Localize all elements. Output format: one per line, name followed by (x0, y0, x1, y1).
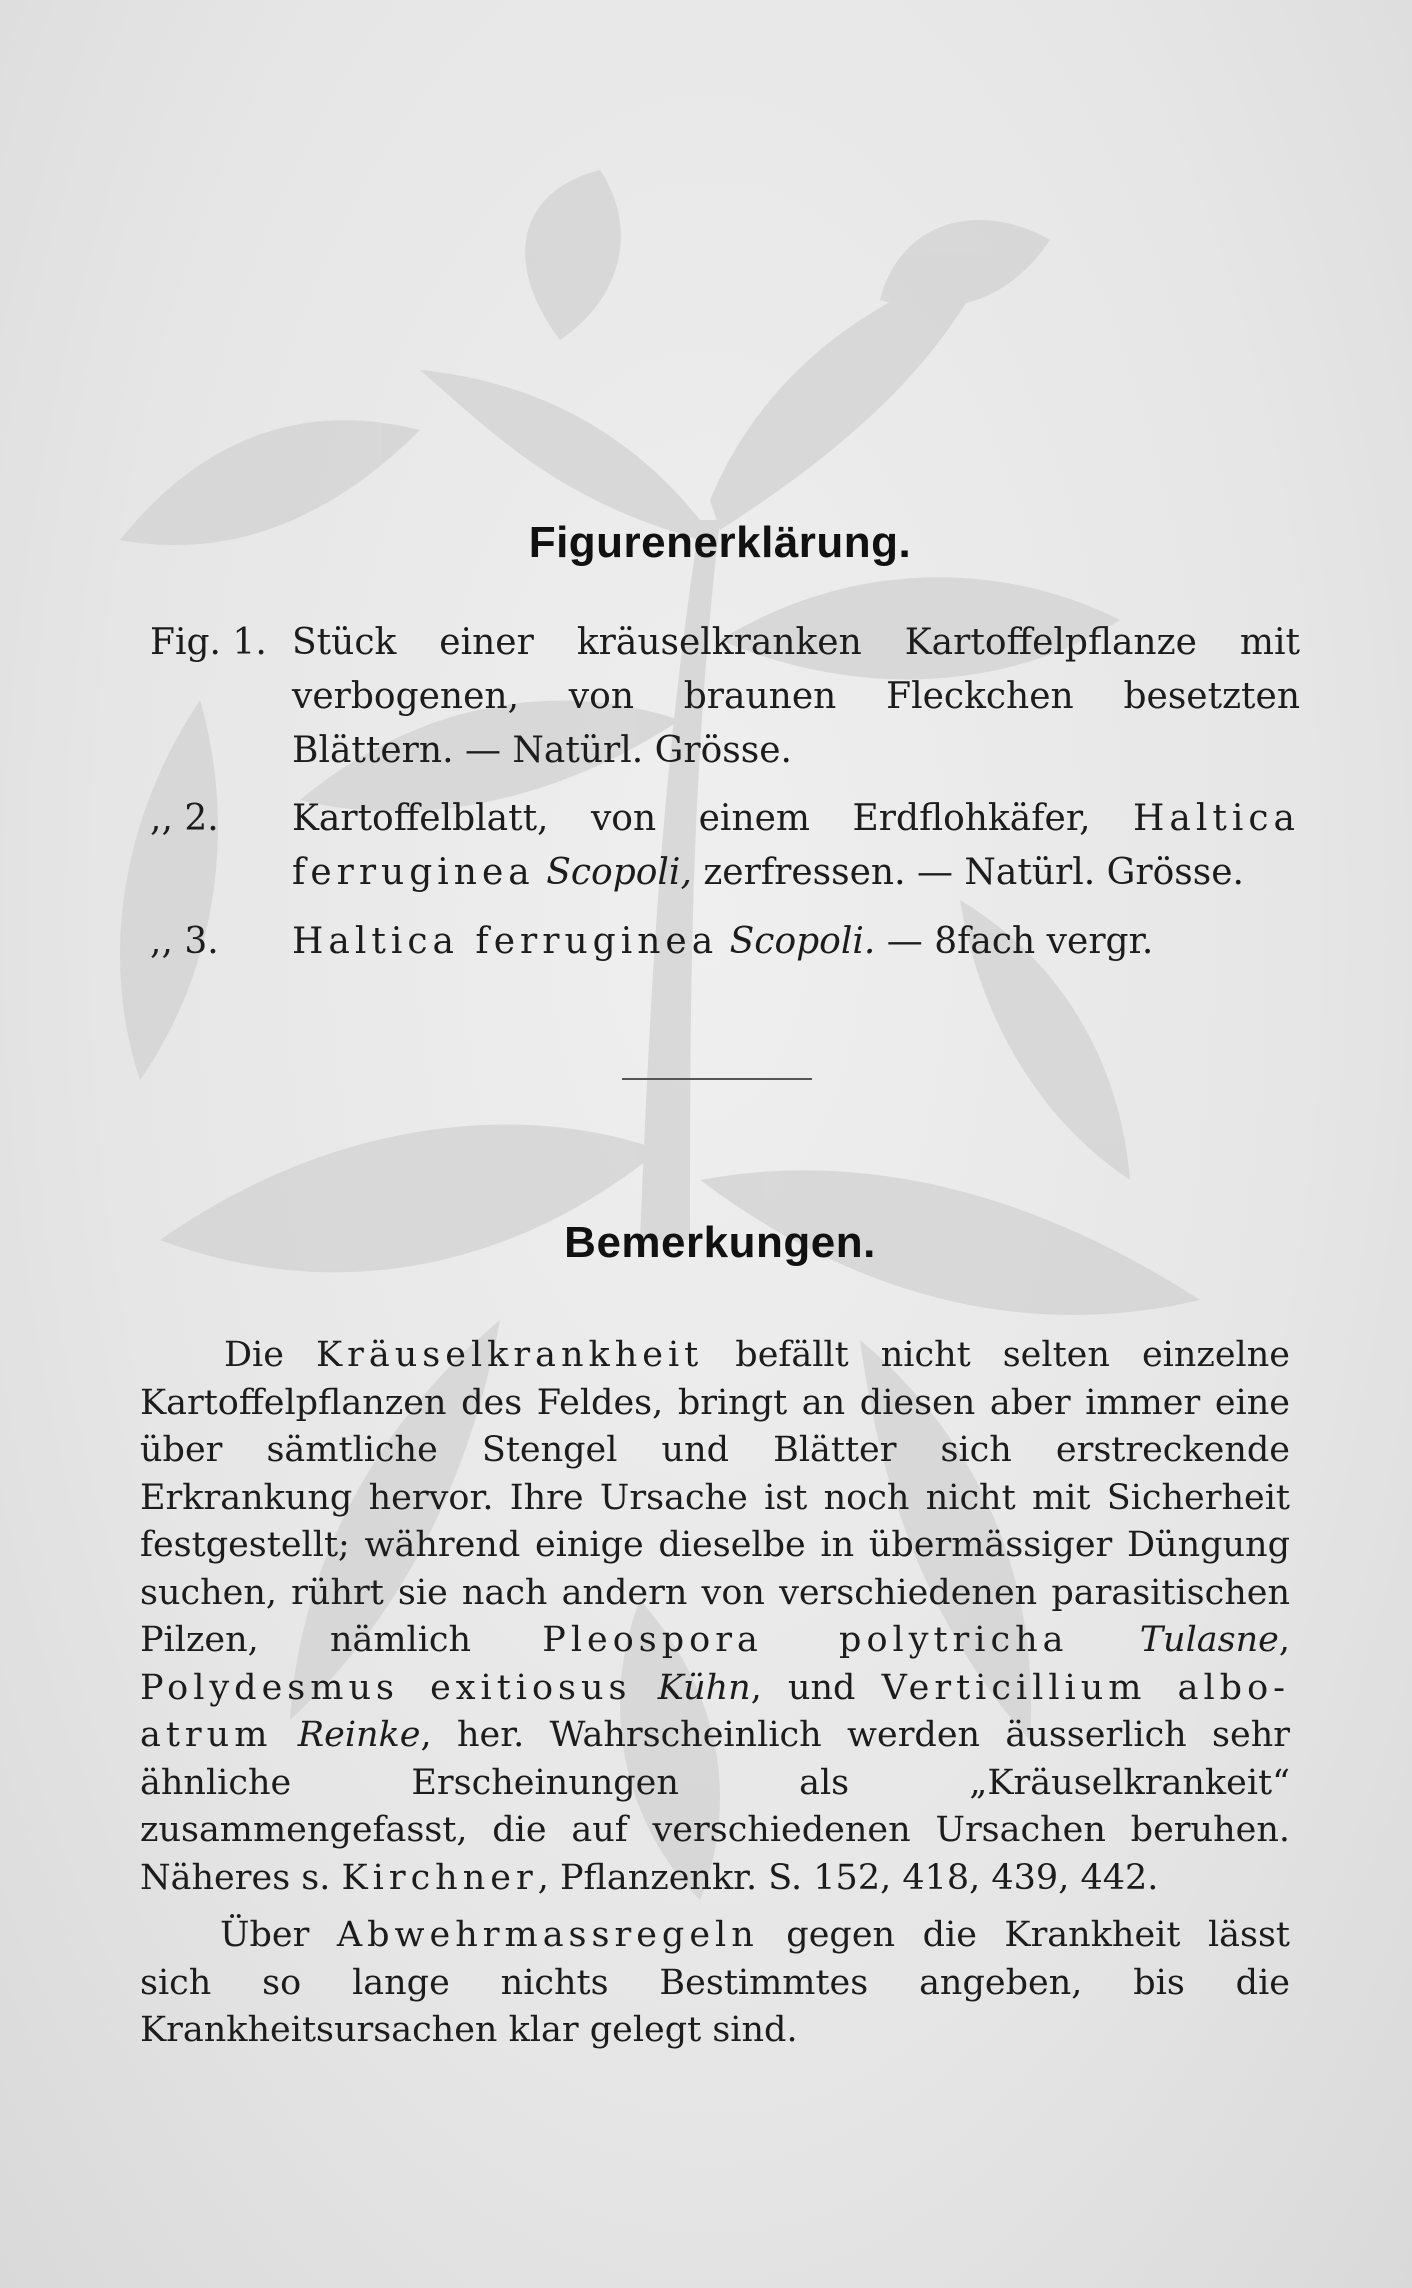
species-author: Scopoli, (546, 852, 692, 893)
species-name: Polydesmus exitiosus (140, 1667, 632, 1708)
species-name: Haltica ferruginea (292, 921, 719, 962)
figure-item-2 (150, 792, 1300, 900)
species-name: Haltica ferruginea (292, 798, 1300, 893)
remarks-section-title: Bemerkungen. (564, 1218, 876, 1267)
remarks-paragraph-2: Über Abwehrmassregeln gegen die Krankheit lässt sich so lange nichts Bestimmtes angeben, bis die Krankheitsursachen klar gelegt sind. (140, 1915, 1290, 2050)
figure-number: ,, 3. (150, 921, 219, 962)
species-author: Scopoli. (729, 921, 876, 962)
figure-number: ,, 2. (150, 798, 219, 839)
figure-item-1 (150, 616, 1300, 778)
figures-section-title: Figurenerklärung. (528, 518, 912, 567)
species-name: Pleospora polytricha (542, 1620, 1069, 1660)
section-divider (622, 1078, 812, 1080)
figure-caption: Stück einer kräuselkranken Kartoffelpflanze mit verbogenen, von braunen Fleckchen besetzten Blättern. — Natürl. Grösse. (292, 622, 1300, 771)
keyword: Abwehrmassregeln (336, 1915, 759, 1955)
species-author: Tulasne (1139, 1620, 1279, 1660)
reference-author: Kirchner (341, 1857, 538, 1898)
species-author: Reinke (297, 1715, 421, 1755)
disease-name: Kräuselkrankheit (316, 1335, 704, 1375)
species-author: Kühn (657, 1667, 751, 1708)
figure-caption: Haltica ferruginea Scopoli. — 8fach vergr. (292, 921, 1154, 962)
species-name: Verticillium albo-atrum (140, 1667, 1290, 1755)
figure-item-3 (150, 915, 1300, 969)
remarks-paragraph-1: Die Kräuselkrankheit befällt nicht selten einzelne Kartoffelpflanzen des Feldes, bringt an diesen aber immer eine über sämtliche Stengel und Blätter sich erstreckende Erkrankung hervor. Ihre Ursache ist noch nicht mit Sicherheit festgestellt; während einige dieselbe in übermässiger Düngung suchen, rührt sie nach andern von verschiedenen parasitischen Pilzen, nämlich Pleospora polytricha Tulasne, Polydesmus exitiosus Kühn, und Verticillium albo-atrum Reinke, her. Wahrscheinlich werden äusserlich sehr ähnliche Erscheinungen als „Kräuselkrankeit“ zusammengefasst, die auf verschiedenen Ursachen beruhen. Näheres s. Kirchner, Pflanzenkr. S. 152, 418, 439, 442. (140, 1335, 1290, 1898)
figure-number: Fig. 1. (150, 622, 267, 663)
figure-caption: Kartoffelblatt, von einem Erdflohkäfer, Haltica ferruginea Scopoli, zerfressen. — Natürl. Grösse. (292, 798, 1300, 893)
